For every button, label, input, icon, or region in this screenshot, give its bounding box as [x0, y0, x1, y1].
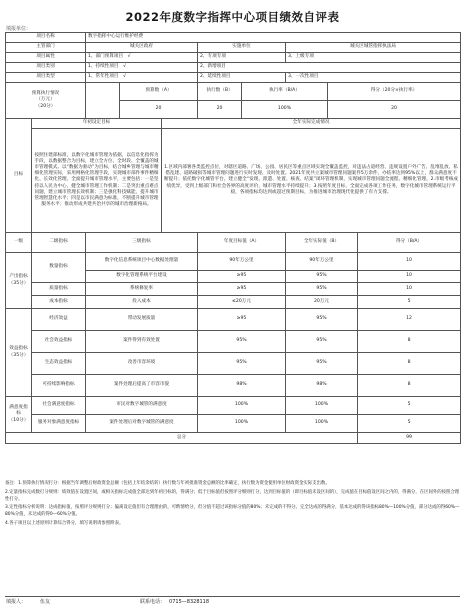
funds-executed: 20 — [198, 101, 242, 119]
attr-option: 1、部门预算项目 √ — [86, 53, 198, 63]
cat-option: 1、持续性项目 √ — [86, 63, 198, 73]
l3-indicator: 投入成本 — [86, 296, 198, 309]
score-value: 10 — [358, 271, 461, 283]
phone-label: 联系电话： — [140, 599, 166, 605]
score-value: 8 — [358, 353, 461, 375]
target-value: 95% — [198, 353, 286, 375]
group-benefit-label: 效益指标 （35分） — [6, 309, 32, 397]
target-value: ≤20万元 — [198, 296, 286, 309]
impl-label: 实施单位 — [198, 43, 286, 53]
funds-header: 预算数（A） — [120, 83, 198, 101]
target-value: ≥95 — [198, 309, 286, 331]
note-item: 2.定量指标完成数打分规则：绩效值在设置区间，或相关指标完成值全部达到年初目标的，得满分；低于目标值但按照评分细则打分，达到目标值的（即目标值未设区间的），完成值在目标值设区间之内的，得满分，在区间外的按照合理性打分。 — [5, 489, 460, 502]
ind-header-l3: 三级指标 — [86, 233, 198, 253]
l3-indicator: 系统修复率 — [86, 283, 198, 296]
ind-header-target: 年度目标值（A） — [198, 233, 286, 253]
dept-label: 主管部门 — [6, 43, 86, 53]
target-value: 100% — [198, 415, 286, 433]
goals-year-label: 年初设定目标 — [32, 119, 162, 129]
actual-value: 100% — [286, 415, 358, 433]
cat-option: 2、新增项目 — [198, 63, 461, 73]
target-value: 90年万公里 — [198, 253, 286, 271]
l2-indicator: 社会满意度指标 — [32, 397, 86, 415]
impl-value: 城关区城管指挥执法局 — [286, 43, 461, 53]
l3-indicator: 市民对数字城管的满意度 — [86, 397, 198, 415]
target-value: 100% — [198, 397, 286, 415]
goals-done-label: 全年实际完成情况 — [162, 119, 461, 129]
filler-label: 填报人： — [6, 599, 27, 605]
funds-label: 预算执行情况 （万元） （20分） — [6, 83, 86, 119]
score-value: 5 — [358, 296, 461, 309]
l3-indicator: 改善市容环境 — [86, 353, 198, 375]
l2-indicator: 可持续影响指标 — [32, 375, 86, 397]
score-value: 10 — [358, 283, 461, 296]
dept-value: 城关区政府 — [86, 43, 198, 53]
score-value: 12 — [358, 309, 461, 331]
ind-header-l1: 一级 — [6, 233, 32, 253]
funds-score: 20 — [328, 101, 461, 119]
actual-value: 100% — [286, 397, 358, 415]
attr-label: 项目属性 — [6, 53, 86, 63]
score-value: 8 — [358, 375, 461, 397]
notes — [5, 481, 460, 530]
note-item: 备注：1.预算执行情况打分：根据当年调整后财政资金总额（包括上年结余结转）执行数与年初批准资金总额的比率确定，执行数为资金使用单位财政资金实际支出数。 — [5, 481, 330, 486]
l3-indicator: 案件处理后对数字城管的满意度 — [86, 415, 198, 433]
funds-header: 得分（20分×执行率） — [328, 83, 461, 101]
score-value: 5 — [358, 397, 461, 415]
funds-header: 执行率（B/A） — [242, 83, 328, 101]
actual-value: 95% — [286, 331, 358, 353]
total-value: 99 — [358, 433, 461, 444]
type-option: 3、一次性项目 — [286, 73, 461, 83]
group-output-label: 产出指标 （35分） — [6, 253, 32, 309]
funds-budget: 20 — [120, 101, 198, 119]
project-name-label: 项目名称 — [6, 33, 86, 43]
target-value: ≥95 — [198, 271, 286, 283]
type-option: 2、延续性项目 — [198, 73, 286, 83]
actual-value: 95% — [286, 283, 358, 296]
actual-value: 20万元 — [286, 296, 358, 309]
actual-value: 95% — [286, 353, 358, 375]
goals-label: 目标 — [6, 119, 32, 233]
actual-value: 95% — [286, 309, 358, 331]
total-label: 总分 — [6, 433, 358, 444]
actual-value: 90年万公里 — [286, 253, 358, 271]
actual-value: 95% — [286, 271, 358, 283]
l2-indicator: 数量指标 — [32, 253, 86, 283]
l2-indicator: 社会效益指标 — [32, 331, 86, 353]
filler-value: 伍友 — [40, 599, 51, 605]
ind-header-actual: 全年实际值（B） — [286, 233, 358, 253]
attr-option: 3、上级专项 — [286, 53, 461, 63]
actual-value: 98% — [286, 375, 358, 397]
note-item: 3.定性指标分析说明：达成指标值，按照评分规则打分；偏离设定值但有合理理由的，可酌情给分，但分值不超过该指标分值的80%；未完成的不得分。完全达成的得满分，基本达成的得该指标80%—100%分值，部分达成的得60%—80%分值，未达成的得0—60%分值。 — [5, 505, 460, 518]
score-value: 8 — [358, 331, 461, 353]
target-value: 98% — [198, 375, 286, 397]
score-value: 10 — [358, 253, 461, 271]
goals-year-text: 按照住建部标准，以数字化城市管理为依据，以信息化指挥为手段，以数据整合为目标，建立全方位、全时段、全覆盖的城市管理模式。以“数据为驱动”为目标，结合城乡管理与城市精细化管理实际，采用网格化管理手段，实现城市部件事件精细化、长效化管理，全面提升城市管理水平，主要包括：一是坚持以人民为中心，健全城市管理工作机制；二是突出重点难点问题，建立城市管理长效机制；三是强化科技赋能，提升城市管理智慧化水平；四是以市民满意为标准，不断提升城市管理服务水平；推动形成共建共治共享的城市治理新格局。 — [32, 129, 162, 233]
target-value: 95% — [198, 331, 286, 353]
l3-indicator: 案件得到有效处置 — [86, 331, 198, 353]
divider — [5, 596, 460, 597]
goals-done-text: 1.区域内部署各类监控点位，对辖区道路、广场、公园、居民区等重点区域实现全覆盖监控，对违法占道经营、违规设置户外广告、乱堆乱放、私搭乱建、道路破损等城市管理问题进行实时发现、及时处置。2021年度共立案城市管理问题案件5万余件，办结率达到95%以上，群众满意度不断提升；依托数字化城管平台，建立健全“发现、派遣、处置、核查、结案”闭环管理机制，实现城市管理问题全流程、精细化管理。2.市级考核成绩优异，受到上级部门和社会各界的高度评价，城市管理水平持续提升；3.按照年度目标，全面完成各项工作任务，数字化城市管理系统运行平稳，各项指标均达到或超过预期目标，为推进城市治理现代化提供了有力支撑。 — [162, 129, 461, 233]
l2-indicator: 质量指标 — [32, 283, 86, 296]
l2-indicator: 生态效益指标 — [32, 353, 86, 375]
l2-indicator: 服务对象满意度指标 — [32, 415, 86, 433]
group-satisfaction-label: 满意度指标 （10分） — [6, 397, 32, 433]
l2-indicator: 经济效益 — [32, 309, 86, 331]
note-item: 4.各子项目以上述原则计算综合得分，填写说明请参照附表。 — [5, 521, 124, 527]
footer — [6, 598, 456, 605]
phone-value: 0715—8328118 — [169, 599, 210, 605]
funds-header: 执行数（B） — [198, 83, 242, 101]
ind-header-l2: 二级指标 — [32, 233, 86, 253]
type-option: 1、常年性项目 √ — [86, 73, 198, 83]
l3-indicator: 数字化信息系统项目中心数据处理量 — [86, 253, 198, 271]
target-value: ≥95 — [198, 283, 286, 296]
cat-label: 项目类别 — [6, 63, 86, 73]
score-value: 5 — [358, 415, 461, 433]
project-name-value: 数字指挥中心运行维护经费 — [86, 33, 461, 43]
l3-indicator: 带动发展质量 — [86, 309, 198, 331]
l3-indicator: 数字化管理系统平台建设 — [86, 271, 198, 283]
attr-option: 2、专项专项 — [198, 53, 286, 63]
type-label: 项目类型 — [6, 73, 86, 83]
page-title: 2022年度数字指挥中心项目绩效自评表 — [125, 10, 340, 24]
evaluation-table — [5, 32, 461, 444]
funds-rate: 100% — [242, 101, 328, 119]
l2-indicator: 成本指标 — [32, 296, 86, 309]
unit-label: 填报单位： — [6, 26, 32, 32]
l3-indicator: 案件处理后提高了市容市貌 — [86, 375, 198, 397]
ind-header-score: 得分（B/A） — [358, 233, 461, 253]
